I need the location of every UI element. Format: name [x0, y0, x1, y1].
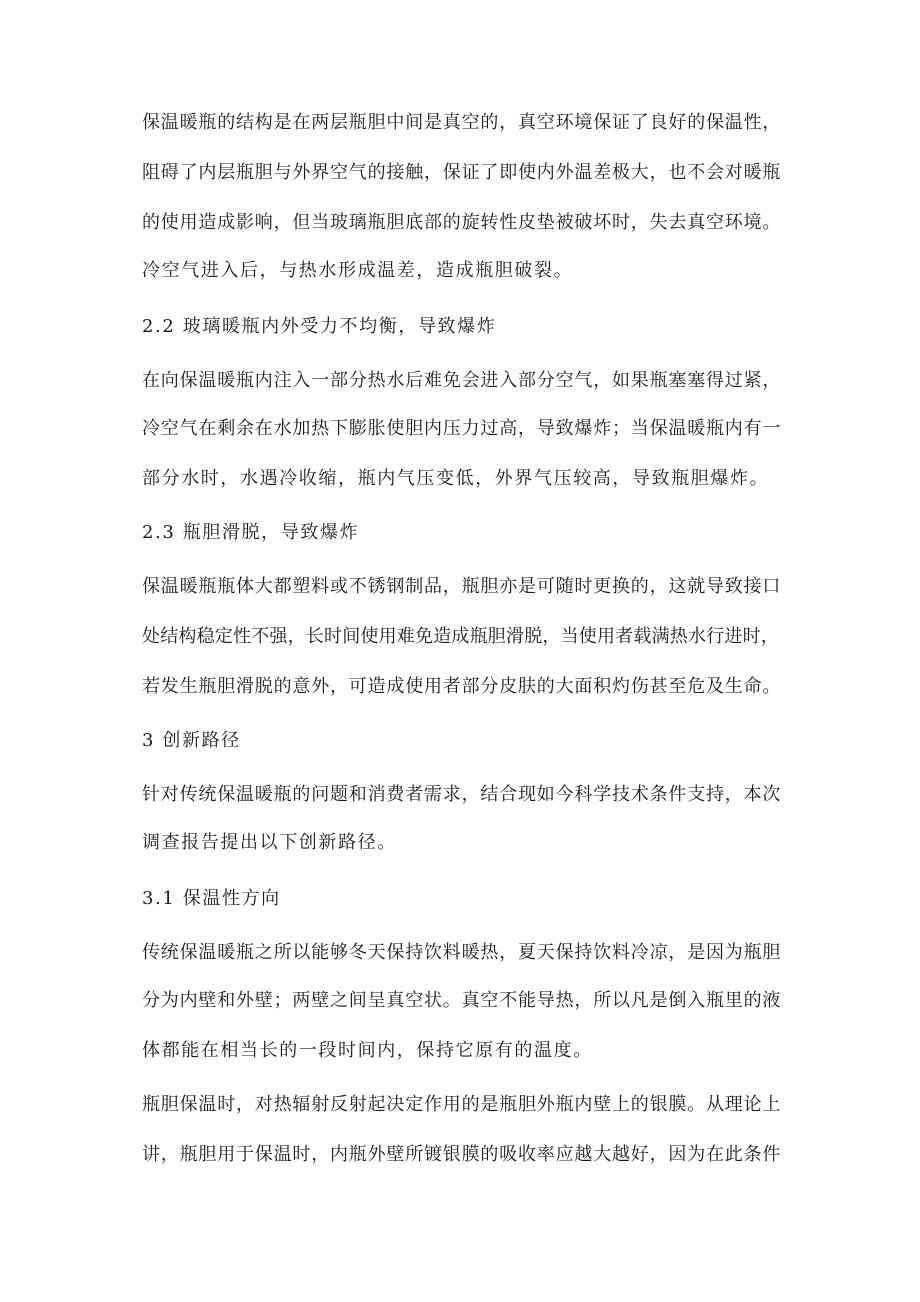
- body-text-line: 保温暖瓶瓶体大都塑料或不锈钢制品，瓶胆亦是可随时更换的，这就导致接口: [142, 576, 782, 597]
- section-heading: 3 创新路径: [142, 730, 241, 751]
- section-heading: 3.1 保温性方向: [142, 888, 281, 909]
- body-text-line: 冷空气在剩余在水加热下膨胀使胆内压力过高，导致爆炸；当保温暖瓶内有一: [142, 418, 782, 439]
- body-text-line: 处结构稳定性不强，长时间使用难免造成瓶胆滑脱，当使用者载满热水行进时，: [142, 626, 779, 647]
- body-text-line: 在向保温暖瓶内注入一部分热水后难免会进入部分空气，如果瓶塞塞得过紧，: [142, 370, 782, 391]
- body-text-line: 保温暖瓶的结构是在两层瓶胆中间是真空的，真空环境保证了良好的保温性，: [142, 112, 782, 133]
- body-text-line: 阻碍了内层瓶胆与外界空气的接触，保证了即使内外温差极大，也不会对暖瓶: [142, 162, 782, 183]
- section-heading: 2.2 玻璃暖瓶内外受力不均衡，导致爆炸: [142, 316, 497, 337]
- body-text-line: 体都能在相当长的一段时间内，保持它原有的温度。: [142, 1040, 593, 1061]
- body-text-line: 讲，瓶胆用于保温时，内瓶外壁所镀银膜的吸收率应越大越好，因为在此条件: [142, 1144, 782, 1165]
- body-text-line: 冷空气进入后，与热水形成温差，造成瓶胆破裂。: [142, 260, 574, 281]
- body-text-line: 部分水时，水遇冷收缩，瓶内气压变低，外界气压较高，导致瓶胆爆炸。: [142, 468, 770, 489]
- body-text-line: 传统保温暖瓶之所以能够冬天保持饮料暖热，夏天保持饮料冷凉，是因为瓶胆: [142, 942, 782, 963]
- body-text-line: 瓶胆保温时，对热辐射反射起决定作用的是瓶胆外瓶内壁上的银膜。从理论上: [142, 1094, 782, 1115]
- body-text-line: 调查报告提出以下创新路径。: [142, 832, 397, 853]
- body-text-line: 若发生瓶胆滑脱的意外，可造成使用者部分皮肤的大面积灼伤甚至危及生命。: [142, 676, 782, 697]
- body-text-line: 的使用造成影响，但当玻璃瓶胆底部的旋转性皮垫被破坏时，失去真空环境。: [142, 212, 782, 233]
- section-heading: 2.3 瓶胆滑脱，导致爆炸: [142, 522, 360, 543]
- body-text-line: 分为内壁和外壁；两壁之间呈真空状。真空不能导热，所以凡是倒入瓶里的液: [142, 990, 782, 1011]
- body-text-line: 针对传统保温暖瓶的问题和消费者需求，结合现如今科学技术条件支持，本次: [142, 784, 782, 805]
